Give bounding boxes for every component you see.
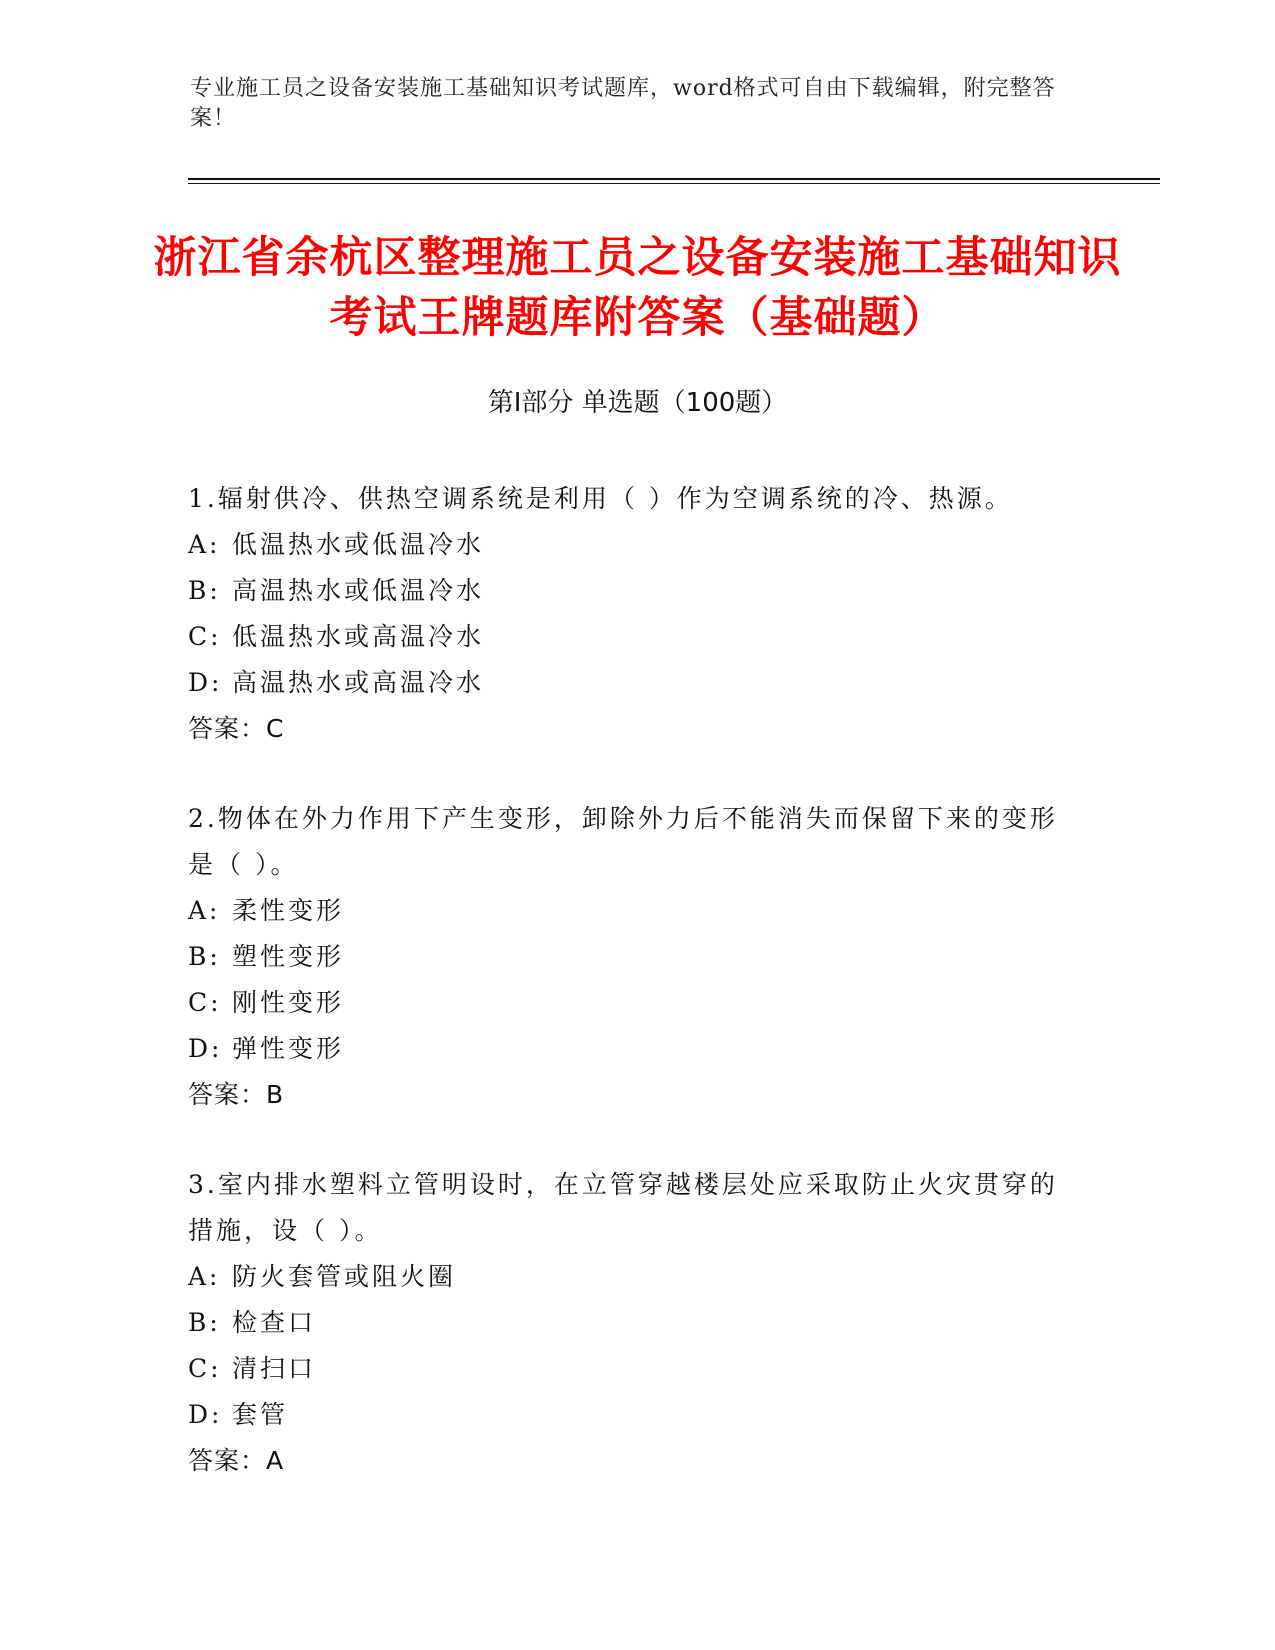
answer-line: 答案：A — [188, 1446, 285, 1475]
option-letter: B: — [188, 1308, 221, 1337]
question-2 — [188, 796, 1068, 1118]
option-text: 柔性变形 — [232, 896, 345, 925]
document-title: 浙江省余杭区整理施工员之设备安装施工基础知识考试王牌题库附答案（基础题） — [153, 233, 1122, 343]
question-stem: 3.室内排水塑料立管明设时，在立管穿越楼层处应采取防止火灾贯穿的措施，设（ ）。 — [188, 1170, 1058, 1245]
question-stem: 2.物体在外力作用下产生变形，卸除外力后不能消失而保留下来的变形是（ ）。 — [188, 804, 1058, 879]
option-letter: B: — [188, 942, 221, 971]
option-text: 塑性变形 — [232, 942, 345, 971]
option-letter: A: — [188, 1262, 221, 1291]
option-text: 刚性变形 — [232, 988, 345, 1017]
option-text: 防火套管或阻火圈 — [232, 1262, 457, 1291]
section-heading: 第Ⅰ部分 单选题（100题） — [487, 388, 788, 418]
option-letter: B: — [188, 576, 221, 605]
option-c — [188, 1346, 1068, 1392]
question-1 — [188, 476, 1068, 752]
option-c — [188, 980, 1068, 1026]
answer-line: 答案：C — [188, 714, 285, 743]
option-text: 低温热水或高温冷水 — [232, 622, 485, 651]
option-text: 弹性变形 — [232, 1034, 345, 1063]
header-note: 专业施工员之设备安装施工基础知识考试题库，word格式可自由下载编辑，附完整答案！ — [190, 76, 1056, 131]
question-stem: 1.辐射供冷、供热空调系统是利用（ ）作为空调系统的冷、热源。 — [188, 484, 1013, 513]
option-b — [188, 1300, 1068, 1346]
option-text: 套管 — [232, 1400, 289, 1429]
option-letter: D: — [188, 1400, 223, 1429]
header-divider-thin — [188, 183, 1160, 184]
option-b — [188, 934, 1068, 980]
option-letter: A: — [188, 530, 221, 559]
option-d — [188, 660, 1068, 706]
option-text: 检查口 — [232, 1308, 317, 1337]
option-a — [188, 522, 1068, 568]
option-letter: C: — [188, 622, 222, 651]
option-d — [188, 1392, 1068, 1438]
question-3 — [188, 1162, 1068, 1484]
header-divider-thick — [188, 178, 1160, 180]
option-text: 高温热水或高温冷水 — [232, 668, 485, 697]
option-text: 高温热水或低温冷水 — [232, 576, 485, 605]
option-a — [188, 888, 1068, 934]
option-text: 低温热水或低温冷水 — [232, 530, 485, 559]
option-letter: A: — [188, 896, 221, 925]
question-list — [188, 476, 1068, 1528]
option-letter: D: — [188, 668, 223, 697]
option-text: 清扫口 — [232, 1354, 317, 1383]
option-c — [188, 614, 1068, 660]
option-letter: C: — [188, 988, 222, 1017]
option-letter: D: — [188, 1034, 223, 1063]
answer-line: 答案：B — [188, 1080, 285, 1109]
option-b — [188, 568, 1068, 614]
option-letter: C: — [188, 1354, 222, 1383]
option-d — [188, 1026, 1068, 1072]
option-a — [188, 1254, 1068, 1300]
